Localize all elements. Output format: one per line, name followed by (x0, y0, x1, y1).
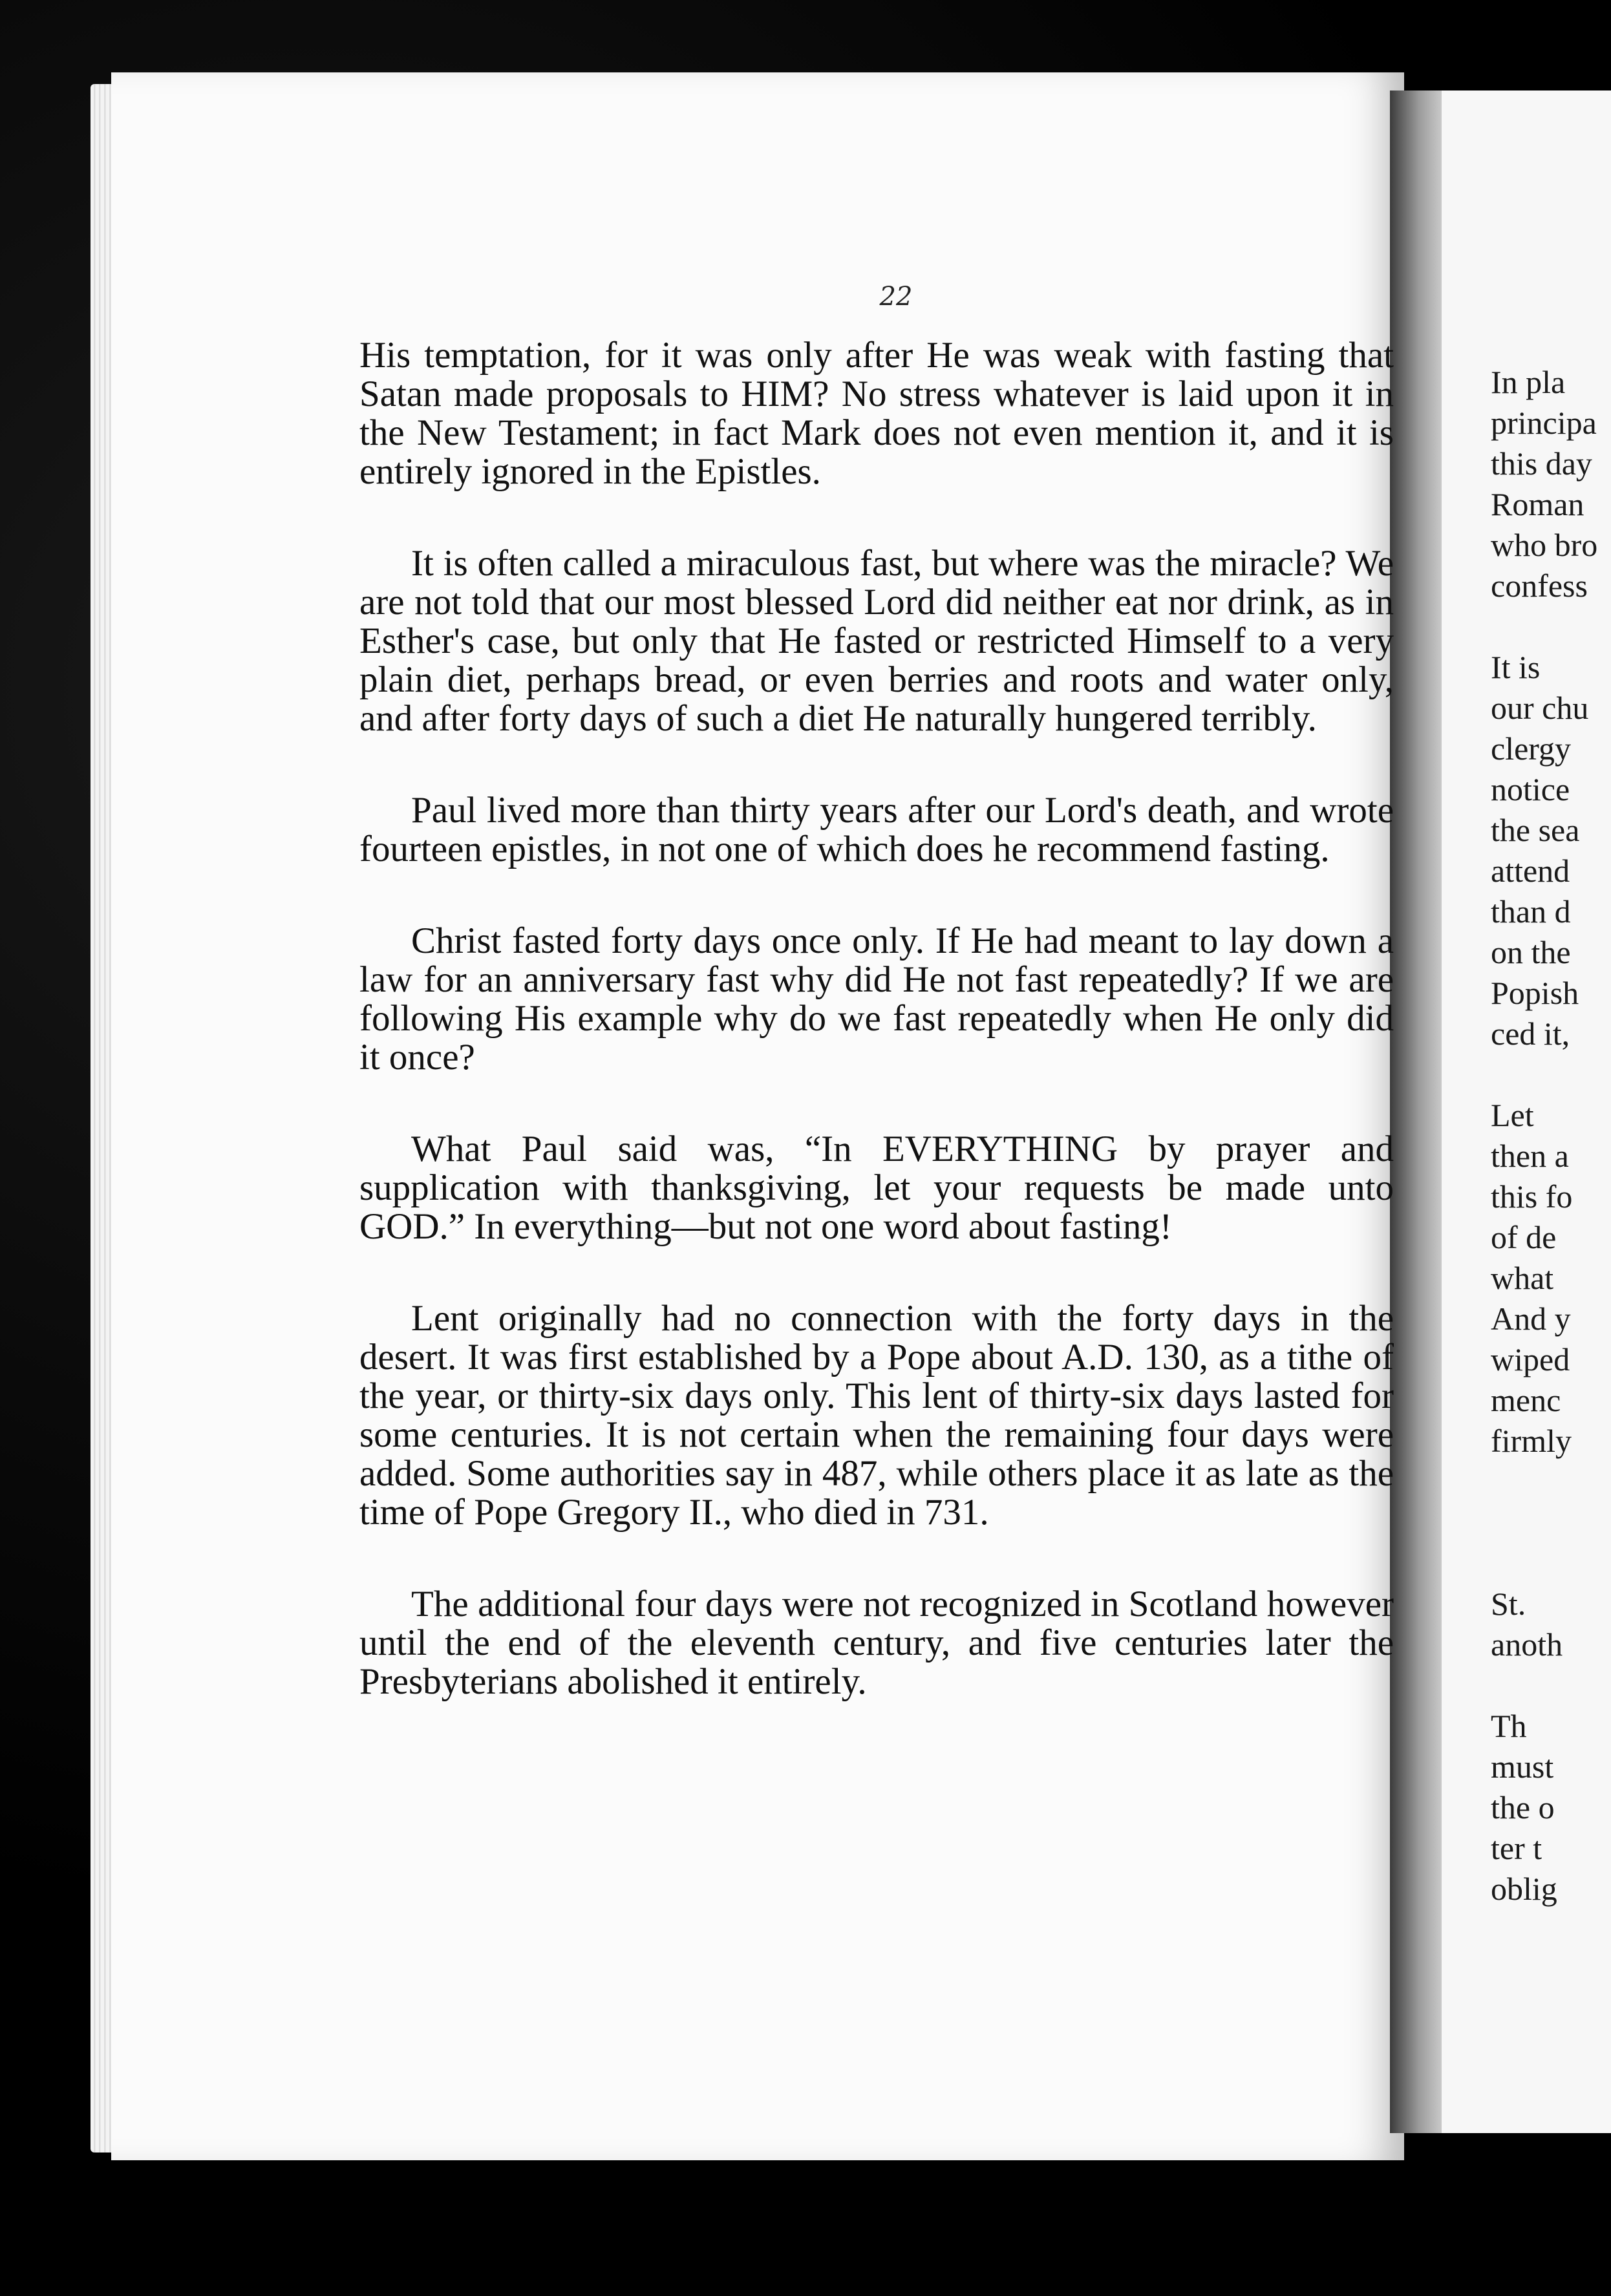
right-page-line: oblig (1491, 1871, 1557, 1907)
main-text (359, 336, 1394, 1754)
right-page-line: our chu (1491, 690, 1589, 726)
right-page-line: this fo (1491, 1178, 1573, 1215)
paragraph: Paul lived more than thirty years after our Lord's death, and wrote fourteen epistles, in not one of which does he recommend fasting. (359, 790, 1394, 869)
right-page-line: firmly (1491, 1423, 1572, 1459)
right-page-line: Roman (1491, 486, 1584, 522)
right-page-line: Th (1491, 1708, 1527, 1744)
right-page-line: who bro (1491, 527, 1598, 563)
right-page-line: menc (1491, 1382, 1561, 1418)
right-page-line: then a (1491, 1138, 1569, 1174)
right-page-line: Let (1491, 1097, 1534, 1133)
right-page-line: ter t (1491, 1830, 1542, 1866)
right-page-line (1491, 1054, 1611, 1095)
paragraph: Lent originally had no connection with the forty days in the desert. It was first established by a Pope about A.D. 130, as a tithe of the year, or thirty-six days only. This lent of thirty-six days lasted for some centuries. It is not certain when the remaining four days were added. Some authorities say in 487, while others place it as late as the time of Pope Gregory II., who died in 731. (359, 1298, 1394, 1533)
right-page-line: what (1491, 1260, 1554, 1296)
paragraph: The additional four days were not recognized in Scotland however until the end of the eleventh century, and five centuries later the Presbyterians abolished it entirely. (359, 1584, 1394, 1702)
right-page-line: In pla (1491, 364, 1566, 400)
right-page-line: Popish (1491, 975, 1579, 1011)
right-page-line: must (1491, 1749, 1554, 1785)
paragraph: Christ fasted forty days once only. If He had meant to lay down a law for an anniversary fast why did He not fast repeatedly? If we are following His example why do we fast repeatedly when He only did it once? (359, 920, 1394, 1078)
right-page-line: the sea (1491, 812, 1580, 848)
right-page-line: the o (1491, 1789, 1555, 1825)
right-page-line: confess (1491, 568, 1588, 604)
right-page-line (1491, 1502, 1611, 1543)
right-page-line (1491, 606, 1611, 647)
right-page-line: And y (1491, 1301, 1571, 1337)
right-page-line (1491, 1462, 1611, 1502)
right-page-line: than d (1491, 893, 1571, 930)
paragraph: His temptation, for it was only after He was weak with fasting that Satan made proposals to HIM? No stress whatever is laid upon it in the New Testament; in fact Mark does not even mention it, and it is entirely ignored in the Epistles. (359, 335, 1394, 492)
right-page-line: clergy (1491, 730, 1572, 767)
paragraph: What Paul said was, “In EVERYTHING by prayer and supplication with thanksgiving, let your requests be made unto GOD.” In everything—but not one word about fasting! (359, 1129, 1394, 1247)
right-page-line: principa (1491, 405, 1597, 441)
right-page-line: ced it, (1491, 1015, 1570, 1052)
right-page-line: It is (1491, 649, 1541, 685)
right-page-line (1491, 1665, 1611, 1706)
right-page-line: St. (1491, 1586, 1526, 1622)
right-page-line: on the (1491, 934, 1571, 970)
right-page-line: attend (1491, 853, 1570, 889)
page-number: 22 (879, 282, 913, 312)
right-page-line (1491, 1543, 1611, 1584)
right-page-line: notice (1491, 771, 1570, 807)
right-page-text (1491, 362, 1611, 1909)
right-page-line: of de (1491, 1219, 1557, 1255)
paragraph: It is often called a miraculous fast, but where was the miracle? We are not told that our most blessed Lord did neither eat nor drink, as in Esther's case, but only that He fasted or restricted Himself to a very plain diet, perhaps bread, or even berries and roots and water only, and after forty days of such a diet He naturally hungered terribly. (359, 543, 1394, 739)
right-page-line: wiped (1491, 1341, 1570, 1377)
right-page-line: this day (1491, 445, 1592, 482)
right-page-line: anoth (1491, 1626, 1563, 1663)
